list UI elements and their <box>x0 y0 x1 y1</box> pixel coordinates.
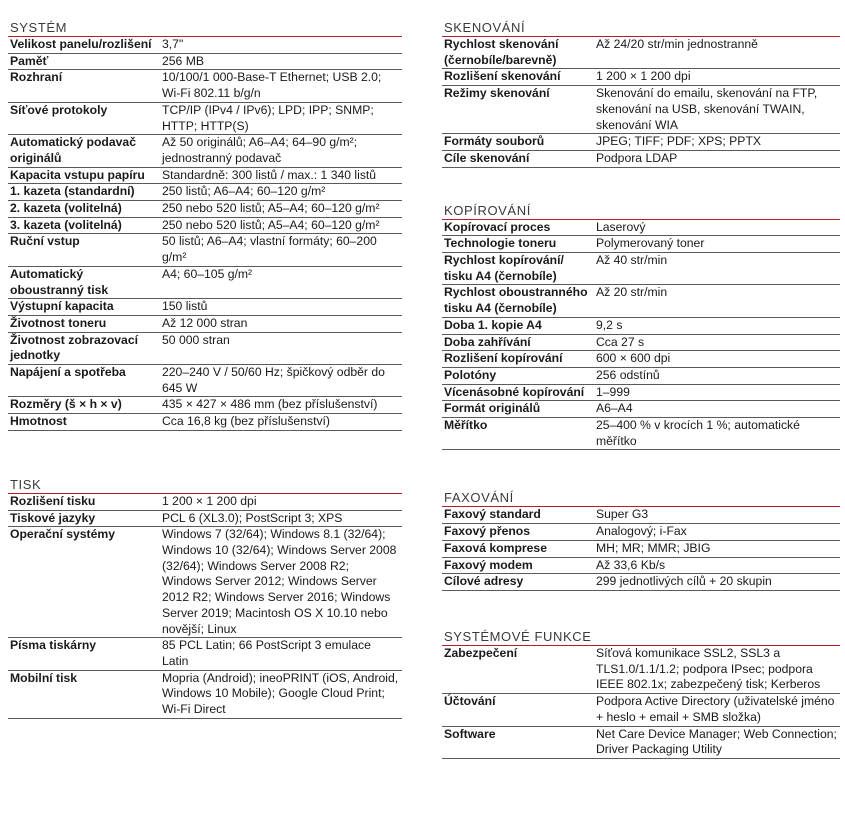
spec-value: Polymerovaný toner <box>596 236 705 251</box>
spec-value: 9,2 s <box>596 317 623 332</box>
spec-value: Podpora LDAP <box>596 150 678 165</box>
spec-value: A4; 60–105 g/m² <box>162 266 253 281</box>
section-tisk <box>8 477 402 719</box>
spec-label: Operační systémy <box>10 527 116 542</box>
spec-label: Rychlost oboustranného tisku A4 (černobíle) <box>444 285 588 316</box>
spec-label: Napájení a spotřeba <box>10 365 126 380</box>
spec-label: Síťové protokoly <box>10 102 108 117</box>
spec-label: Tiskové jazyky <box>10 510 96 525</box>
spec-row <box>442 558 840 575</box>
spec-row <box>442 385 840 402</box>
spec-value: 1 200 × 1 200 dpi <box>162 493 257 508</box>
spec-value: 256 odstínů <box>596 367 660 382</box>
spec-row <box>442 220 840 237</box>
spec-row <box>442 418 840 450</box>
spec-label: Faxová komprese <box>444 540 547 555</box>
spec-row <box>8 103 402 135</box>
spec-row <box>8 671 402 719</box>
spec-value: Standardně: 300 listů / max.: 1 340 listů <box>162 167 377 182</box>
section-skenovani <box>442 20 840 168</box>
spec-value: 3,7" <box>162 37 184 51</box>
spec-row <box>8 37 402 54</box>
section-title: SYSTÉMOVÉ FUNKCE <box>444 628 592 644</box>
spec-label: 1. kazeta (standardní) <box>10 184 135 199</box>
spec-row <box>442 318 840 335</box>
spec-row <box>442 694 840 726</box>
spec-row <box>8 168 402 185</box>
spec-row <box>442 507 840 524</box>
spec-row <box>442 335 840 352</box>
spec-value: Až 24/20 str/min jednostranně <box>596 37 758 51</box>
spec-value: Analogový; i-Fax <box>596 524 687 539</box>
spec-label: Velikost panelu/rozlišení <box>10 37 152 51</box>
spec-value: MH; MR; MMR; JBIG <box>596 540 711 555</box>
spec-label: Rozlišení skenování <box>444 69 561 84</box>
spec-row <box>8 184 402 201</box>
spec-row <box>442 574 840 591</box>
spec-row <box>8 201 402 218</box>
section-kopirovani <box>442 203 840 451</box>
spec-label: Automatický oboustranný tisk <box>10 266 109 297</box>
spec-row <box>442 646 840 694</box>
section-title: FAXOVÁNÍ <box>444 490 514 506</box>
spec-row <box>8 267 402 299</box>
spec-value: 250 listů; A6–A4; 60–120 g/m² <box>162 184 326 199</box>
spec-value: 1–999 <box>596 384 630 399</box>
spec-row <box>8 70 402 102</box>
right-column <box>442 20 840 759</box>
left-column <box>8 20 402 719</box>
spec-label: Faxový standard <box>444 507 541 522</box>
spec-value: 600 × 600 dpi <box>596 351 671 366</box>
spec-value: 250 nebo 520 listů; A5–A4; 60–120 g/m² <box>162 201 380 216</box>
spec-value: Skenování do emailu, skenování na FTP, skenování na USB, skenování TWAIN, skenování WIA <box>596 86 818 132</box>
spec-label: Rozlišení tisku <box>10 493 96 508</box>
spec-value: 299 jednotlivých cílů + 20 skupin <box>596 574 772 589</box>
spec-label: Kopírovací proces <box>444 219 551 234</box>
spec-label: Doba 1. kopie A4 <box>444 317 542 332</box>
spec-label: Software <box>444 726 496 741</box>
spec-value: Až 20 str/min <box>596 285 668 300</box>
spec-label: Výstupní kapacita <box>10 299 114 314</box>
spec-value: Cca 16,8 kg (bez příslušenství) <box>162 414 330 429</box>
spec-row <box>442 541 840 558</box>
spec-label: Automatický podavač originálů <box>10 135 136 165</box>
spec-row <box>8 316 402 333</box>
spec-value: 50 listů; A6–A4; vlastní formáty; 60–200 g/m² <box>162 234 377 265</box>
section-title: KOPÍROVÁNÍ <box>444 202 531 218</box>
spec-value: Super G3 <box>596 507 649 522</box>
spec-row <box>442 351 840 368</box>
section-systemove <box>442 629 840 759</box>
spec-value: Windows 7 (32/64); Windows 8.1 (32/64); Windows 10 (32/64); Windows Server 2008 (32/64); Windows Server 2008 R2; Windows Server 2012; Windows Server 2012 R2; Windows Server 2016; Windows Server 2019; Macintosh OS X 10.10 nebo novější; Linux <box>162 527 397 636</box>
spec-value: Až 12 000 stran <box>162 315 248 330</box>
spec-label: Faxový přenos <box>444 524 531 539</box>
spec-label: Ruční vstup <box>10 234 80 249</box>
spec-label: Mobilní tisk <box>10 670 78 685</box>
spec-label: Rozlišení kopírování <box>444 351 563 366</box>
spec-value: Až 50 originálů; A6–A4; 64–90 g/m²; jednostranný podavač <box>162 135 358 165</box>
spec-row <box>8 135 402 167</box>
spec-row <box>8 234 402 266</box>
spec-row <box>8 527 402 638</box>
spec-value: Cca 27 s <box>596 334 645 349</box>
spec-label: Zabezpečení <box>444 645 518 660</box>
spec-label: Vícenásobné kopírování <box>444 384 585 399</box>
spec-label: Rychlost skenování (černobíle/barevně) <box>444 37 559 67</box>
spec-label: Technologie toneru <box>444 236 557 251</box>
spec-value: Až 33,6 Kb/s <box>596 557 666 572</box>
spec-label: Polotóny <box>444 367 497 382</box>
spec-row <box>442 236 840 253</box>
spec-value: 256 MB <box>162 53 205 68</box>
spec-label: Formáty souborů <box>444 134 545 149</box>
spec-label: Paměť <box>10 53 49 68</box>
spec-label: Formát originálů <box>444 401 541 416</box>
spec-value: 85 PCL Latin; 66 PostScript 3 emulace Latin <box>162 638 371 668</box>
spec-value: Až 40 str/min <box>596 253 668 268</box>
spec-row <box>442 285 840 317</box>
spec-row <box>8 218 402 235</box>
spec-label: Měřítko <box>444 418 488 433</box>
spec-row <box>442 368 840 385</box>
spec-label: Životnost toneru <box>10 315 107 330</box>
spec-value: JPEG; TIFF; PDF; XPS; PPTX <box>596 134 762 149</box>
spec-label: Režimy skenování <box>444 86 550 101</box>
spec-value: Síťová komunikace SSL2, SSL3 a TLS1.0/1.1/1.2; podpora IPsec; podpora IEEE 802.1x; zabezpečený tisk; Kerberos <box>596 645 821 692</box>
section-faxovani <box>442 490 840 591</box>
spec-value: 250 nebo 520 listů; A5–A4; 60–120 g/m² <box>162 217 380 232</box>
spec-value: 220–240 V / 50/60 Hz; špičkový odběr do 645 W <box>162 365 385 395</box>
spec-row <box>442 134 840 151</box>
spec-row <box>442 401 840 418</box>
spec-value: 1 200 × 1 200 dpi <box>596 69 691 84</box>
spec-value: Mopria (Android); ineoPRINT (iOS, Android, Windows 10 Mobile); Google Cloud Print; Wi-Fi Direct <box>162 670 399 717</box>
spec-row <box>8 365 402 397</box>
spec-label: Doba zahřívání <box>444 334 531 349</box>
spec-value: 50 000 stran <box>162 332 230 347</box>
spec-label: Rozměry (š × h × v) <box>10 397 122 412</box>
spec-label: Písma tiskárny <box>10 638 97 653</box>
spec-row <box>442 86 840 134</box>
spec-row <box>442 69 840 86</box>
spec-value: PCL 6 (XL3.0); PostScript 3; XPS <box>162 510 343 525</box>
section-title: SKENOVÁNÍ <box>444 20 526 35</box>
spec-value: TCP/IP (IPv4 / IPv6); LPD; IPP; SNMP; HTTP; HTTP(S) <box>162 102 374 133</box>
section-title: SYSTÉM <box>10 20 68 35</box>
spec-value: A6–A4 <box>596 401 633 416</box>
spec-row <box>8 414 402 431</box>
spec-label: 2. kazeta (volitelná) <box>10 201 122 216</box>
spec-value: 150 listů <box>162 299 208 314</box>
spec-value: 10/100/1 000-Base-T Ethernet; USB 2.0; Wi-Fi 802.11 b/g/n <box>162 70 382 101</box>
spec-row <box>8 638 402 670</box>
spec-row <box>8 511 402 528</box>
spec-value: Net Care Device Manager; Web Connection; Driver Packaging Utility <box>596 726 837 757</box>
spec-label: 3. kazeta (volitelná) <box>10 217 122 232</box>
spec-label: Hmotnost <box>10 414 67 429</box>
spec-row <box>8 494 402 511</box>
section-system <box>8 20 402 431</box>
spec-row <box>442 727 840 759</box>
spec-label: Rychlost kopírování/ tisku A4 (černobíle) <box>444 253 564 283</box>
spec-value: 435 × 427 × 486 mm (bez příslušenství) <box>162 397 378 412</box>
spec-label: Rozhraní <box>10 70 63 85</box>
spec-row <box>442 37 840 69</box>
spec-row <box>442 151 840 168</box>
spec-row <box>8 333 402 365</box>
section-title: TISK <box>10 476 42 492</box>
spec-value: 25–400 % v krocích 1 %; automatické měřítko <box>596 418 800 448</box>
spec-row <box>8 397 402 414</box>
spec-row <box>442 524 840 541</box>
spec-row <box>8 299 402 316</box>
spec-value: Laserový <box>596 219 646 234</box>
spec-label: Cílové adresy <box>444 574 524 589</box>
spec-value: Podpora Active Directory (uživatelské jméno + heslo + email + SMB složka) <box>596 694 835 724</box>
spec-row <box>8 54 402 71</box>
spec-row <box>442 253 840 285</box>
spec-label: Životnost zobrazovací jednotky <box>10 332 138 363</box>
spec-label: Účtování <box>444 694 496 709</box>
spec-label: Kapacita vstupu papíru <box>10 167 145 182</box>
spec-label: Cíle skenování <box>444 150 530 165</box>
spec-label: Faxový modem <box>444 557 533 572</box>
